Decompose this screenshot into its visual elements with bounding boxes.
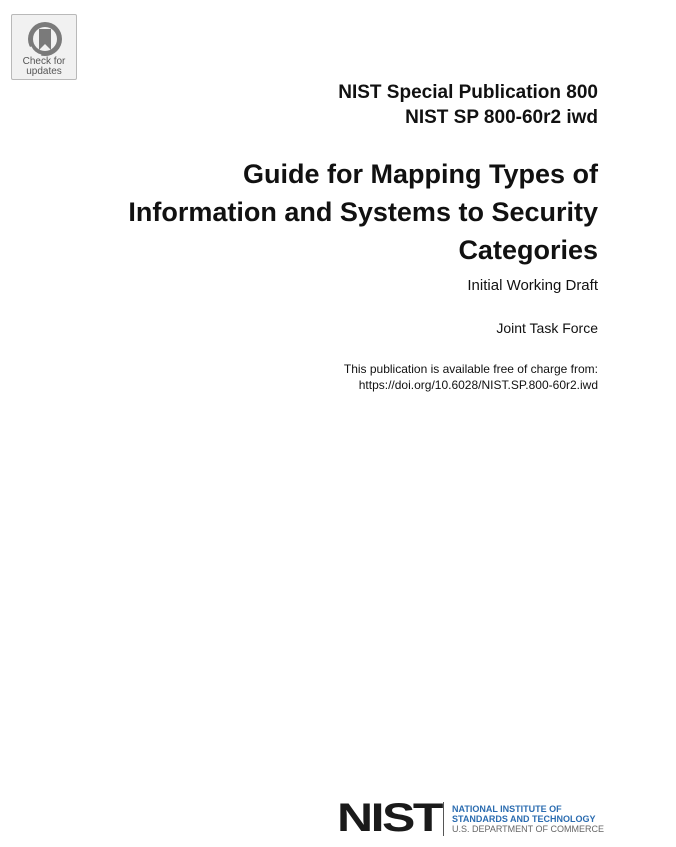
logo-department-line: U.S. DEPARTMENT OF COMMERCE <box>452 824 605 834</box>
publication-series <box>338 80 598 130</box>
logo-divider <box>443 802 444 836</box>
logo-institute-line2: STANDARDS AND TECHNOLOGY <box>452 814 596 824</box>
logo-institute-line1: NATIONAL INSTITUTE OF <box>452 804 562 814</box>
title-line-2: Information and Systems to Security <box>128 197 598 227</box>
nist-wordmark: NIST <box>337 796 441 840</box>
series-name: NIST Special Publication 800 <box>338 82 598 103</box>
document-subtitle: Initial Working Draft <box>467 277 598 294</box>
doi-link[interactable]: https://doi.org/10.6028/NIST.SP.800-60r2.iwd <box>358 378 598 392</box>
check-for-updates-badge[interactable] <box>11 14 77 80</box>
availability-notice <box>344 361 598 393</box>
badge-label-line2: updates <box>26 66 62 77</box>
document-title <box>128 155 598 269</box>
badge-label-line1: Check for <box>22 56 66 67</box>
title-line-1: Guide for Mapping Types of <box>243 159 598 189</box>
bookmark-refresh-icon <box>26 20 64 58</box>
availability-text: This publication is available free of charge from: <box>343 362 598 376</box>
document-author: Joint Task Force <box>496 320 598 336</box>
publication-number: NIST SP 800-60r2 iwd <box>405 107 598 128</box>
title-line-3: Categories <box>458 235 598 265</box>
